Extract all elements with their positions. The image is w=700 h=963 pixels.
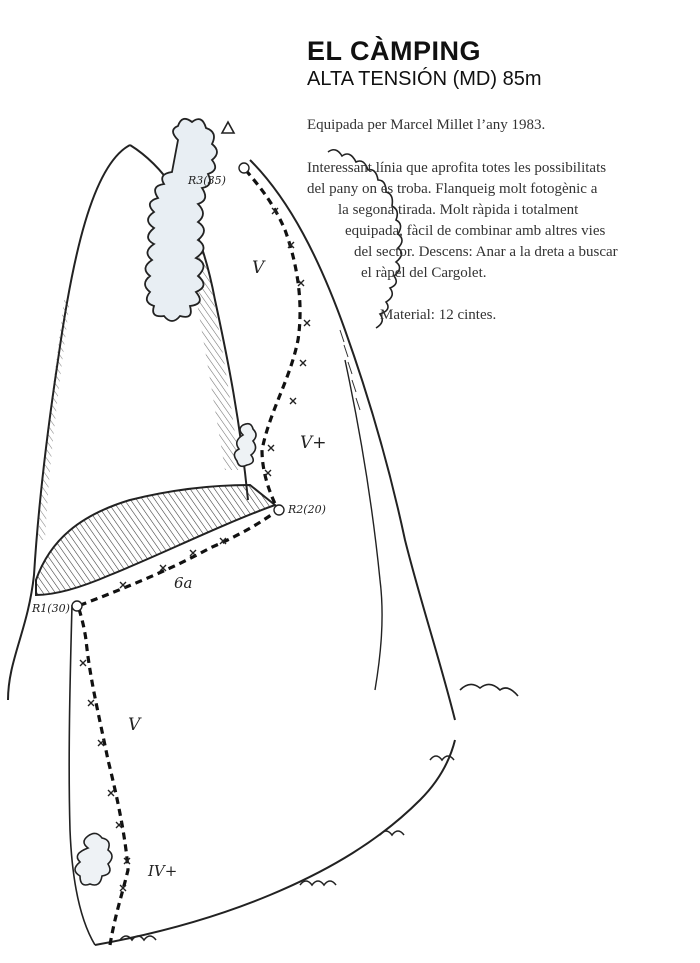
description-line-5: del sector. Descens: Anar a la dreta a buscar <box>354 244 618 260</box>
description-line-2: del pany on es troba. Flanqueig molt fotogènic a <box>307 181 598 197</box>
ground-bumps <box>120 684 518 940</box>
material-text: Material: 12 cintes. <box>380 307 497 323</box>
route-sector-title: EL CÀMPING <box>307 36 482 66</box>
description-line-6: el ràpel del Cargolet. <box>361 265 487 281</box>
ground-line <box>95 740 455 945</box>
rock-outline <box>8 145 130 700</box>
grade-pitch0: IV+ <box>148 862 178 880</box>
belay-r1-label: R1(30) <box>32 602 70 615</box>
equipped-text: Equipada per Marcel Millet l’any 1983. <box>307 117 546 133</box>
grade-pitch1: V <box>128 715 141 735</box>
grade-pitch2: 6a <box>174 574 193 592</box>
description-line-3: la segona tirada. Molt ràpida i totalment <box>338 202 579 218</box>
lower-face-left <box>69 605 95 945</box>
route-name-subtitle: ALTA TENSIÓN (MD) 85m <box>307 68 542 90</box>
pillar-left-shading <box>38 300 70 540</box>
belay-r3-icon <box>239 163 249 173</box>
grade-pitch3: V+ <box>300 433 327 453</box>
grade-pitch4: V <box>252 258 265 278</box>
belay-r2-icon <box>274 505 284 515</box>
belay-r3-label: R3(35) <box>188 174 226 187</box>
shrub-mid <box>234 424 256 467</box>
belay-r2-label: R2(20) <box>288 503 326 516</box>
shrub-bottom <box>75 833 112 885</box>
belay-r1-icon <box>72 601 82 611</box>
roof-overhang <box>36 485 275 595</box>
summit-triangle-icon <box>222 122 234 133</box>
description-line-1: Interessant línia que aprofita totes les possibilitats <box>307 160 607 176</box>
inner-right-crack <box>345 360 382 690</box>
description-line-4: equipada, fàcil de combinar amb altres vies <box>345 223 606 239</box>
